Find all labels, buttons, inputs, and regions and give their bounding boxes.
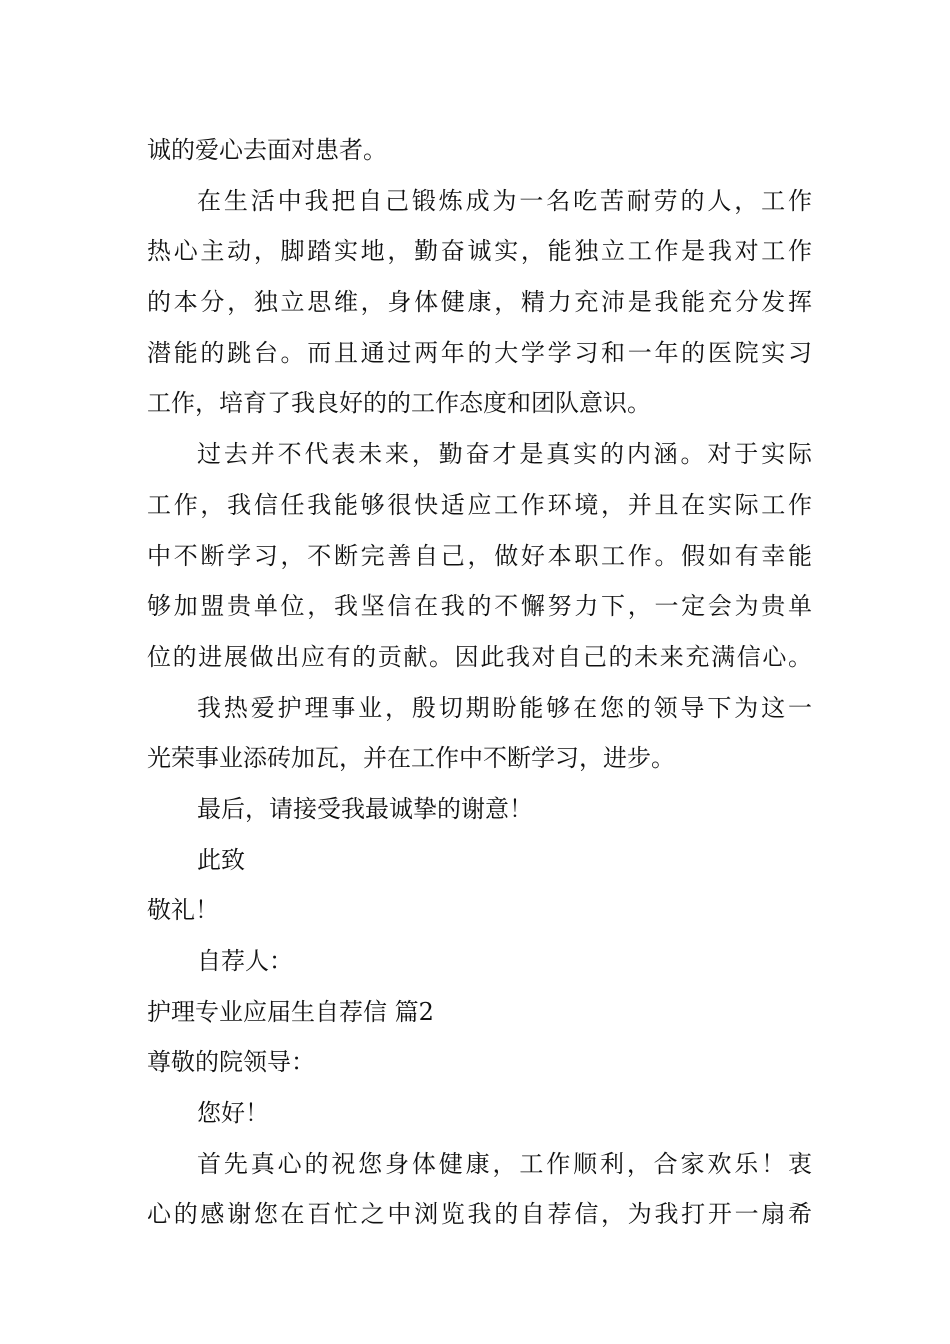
letter-greeting: 尊敬的院领导： bbox=[147, 1048, 315, 1077]
section-title: 护理专业应届生自荐信 篇2 bbox=[147, 997, 434, 1026]
text-line: 心的感谢您在百忙之中浏览我的自荐信，为我打开一扇希 bbox=[147, 1200, 812, 1229]
text-line: 的本分，独立思维，身体健康，精力充沛是我能充分发挥 bbox=[147, 288, 812, 317]
paragraph-first-line: 我热爱护理事业，殷切期盼能够在您的领导下为这一 bbox=[197, 693, 812, 722]
paragraph-first-line: 过去并不代表未来，勤奋才是真实的内涵。对于实际 bbox=[197, 440, 812, 469]
paragraph-first-line: 在生活中我把自己锻炼成为一名吃苦耐劳的人，工作 bbox=[197, 186, 812, 215]
text-line: 工作，培育了我良好的的工作态度和团队意识。 bbox=[147, 389, 651, 418]
signature-label: 自荐人： bbox=[197, 947, 293, 975]
closing-thanks: 最后，请接受我最诚挚的谢意！ bbox=[197, 794, 533, 823]
closing-salutation: 此致 bbox=[197, 845, 245, 874]
closing-regards: 敬礼！ bbox=[147, 896, 219, 925]
letter-hello: 您好！ bbox=[197, 1099, 269, 1128]
text-line: 工作，我信任我能够很快适应工作环境，并且在实际工作 bbox=[147, 490, 812, 519]
text-line: 中不断学习，不断完善自己，做好本职工作。假如有幸能 bbox=[147, 541, 812, 570]
text-line: 诚的爱心去面对患者。 bbox=[147, 136, 387, 164]
text-line: 位的进展做出应有的贡献。因此我对自己的未来充满信心。 bbox=[147, 642, 812, 671]
paragraph-first-line: 首先真心的祝您身体健康，工作顺利，合家欢乐！衷 bbox=[197, 1149, 812, 1178]
text-line: 热心主动，脚踏实地，勤奋诚实，能独立工作是我对工作 bbox=[147, 237, 812, 266]
text-line: 潜能的跳台。而且通过两年的大学学习和一年的医院实习 bbox=[147, 338, 812, 367]
text-line: 光荣事业添砖加瓦，并在工作中不断学习，进步。 bbox=[147, 744, 675, 773]
text-line: 够加盟贵单位，我坚信在我的不懈努力下，一定会为贵单 bbox=[147, 592, 812, 621]
document-body bbox=[147, 125, 812, 1240]
